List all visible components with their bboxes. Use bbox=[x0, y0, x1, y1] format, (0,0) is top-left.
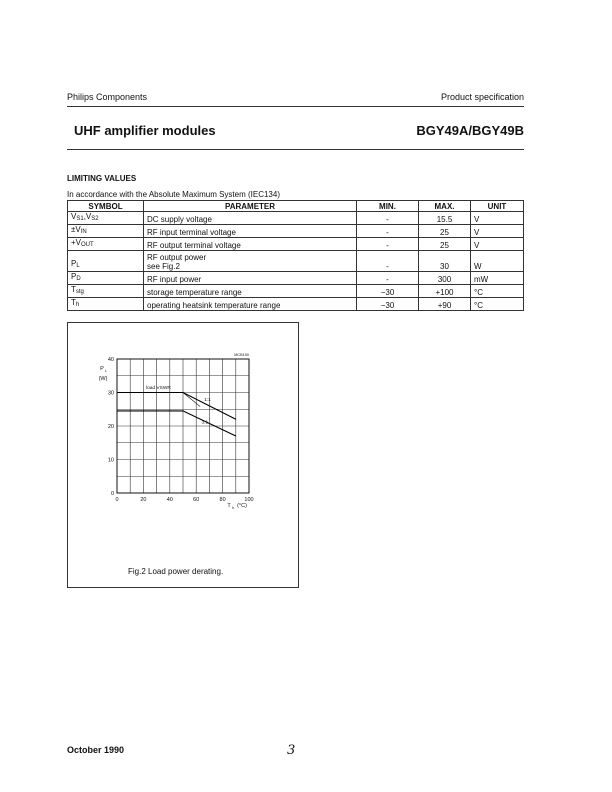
table-row bbox=[68, 272, 524, 285]
symbol-subscript: S2 bbox=[91, 216, 99, 222]
parameter-cell bbox=[144, 251, 357, 272]
load-power-derating-chart bbox=[68, 323, 298, 587]
parameter-cell bbox=[144, 212, 357, 225]
max-cell: 15.5 bbox=[419, 212, 471, 225]
section-description: In accordance with the Absolute Maximum System (IEC134) bbox=[67, 190, 280, 199]
figure-frame bbox=[67, 322, 299, 588]
x-axis-unit: (°C) bbox=[237, 503, 247, 509]
min-cell: −30 bbox=[357, 285, 419, 298]
parameter-text: DC supply voltage bbox=[147, 215, 212, 224]
x-tick-label: 60 bbox=[193, 497, 200, 503]
symbol-cell bbox=[68, 225, 144, 238]
symbol-text: ±V bbox=[71, 225, 81, 234]
parameter-cell bbox=[144, 272, 357, 285]
max-cell: 25 bbox=[419, 238, 471, 251]
max-cell: +100 bbox=[419, 285, 471, 298]
max-cell: 300 bbox=[419, 272, 471, 285]
series-line-2 bbox=[117, 411, 236, 436]
x-tick-label: 80 bbox=[219, 497, 226, 503]
unit-cell: V bbox=[471, 212, 524, 225]
x-axis-label: T bbox=[227, 503, 231, 509]
parameter-text: storage temperature range bbox=[147, 288, 242, 297]
table-row bbox=[68, 298, 524, 311]
x-axis-label-sub: h bbox=[232, 506, 234, 510]
figure-caption: Fig.2 Load power derating. bbox=[128, 567, 224, 576]
symbol-text: T bbox=[71, 285, 76, 294]
y-tick-label: 0 bbox=[110, 491, 114, 497]
table-header: MAX. bbox=[419, 201, 471, 212]
unit-cell: °C bbox=[471, 285, 524, 298]
symbol-cell bbox=[68, 212, 144, 225]
max-cell: 30 bbox=[419, 251, 471, 272]
symbol-cell bbox=[68, 238, 144, 251]
header-company: Philips Components bbox=[67, 92, 148, 102]
parameter-cell bbox=[144, 225, 357, 238]
header-rule bbox=[67, 106, 524, 107]
page-title: UHF amplifier modules bbox=[74, 123, 216, 138]
chart-code: MCB150 bbox=[234, 353, 249, 357]
max-cell: +90 bbox=[419, 298, 471, 311]
symbol-cell bbox=[68, 251, 144, 272]
unit-cell: mW bbox=[471, 272, 524, 285]
symbol-subscript: D bbox=[76, 276, 81, 282]
x-tick-label: 40 bbox=[166, 497, 173, 503]
table-row bbox=[68, 212, 524, 225]
symbol-subscript: S1 bbox=[76, 216, 84, 222]
part-number: BGY49A/BGY49B bbox=[416, 123, 524, 138]
header-doc-type: Product specification bbox=[440, 92, 524, 102]
unit-cell: V bbox=[471, 238, 524, 251]
parameter-text: RF output power bbox=[147, 253, 207, 262]
min-cell: - bbox=[357, 251, 419, 272]
unit-cell: V bbox=[471, 225, 524, 238]
table-header-row bbox=[68, 201, 524, 212]
symbol-subscript: L bbox=[76, 263, 80, 269]
y-axis-label-sub: L bbox=[105, 369, 107, 373]
symbol-text: +V bbox=[71, 238, 82, 247]
symbol-text: P bbox=[71, 259, 77, 268]
symbol-cell bbox=[68, 285, 144, 298]
parameter-text: RF input power bbox=[147, 275, 202, 284]
y-axis-unit: (W) bbox=[98, 376, 108, 382]
series-line-1 bbox=[117, 393, 236, 420]
series-label: 3:1 bbox=[201, 420, 209, 426]
symbol-subscript: stg bbox=[75, 289, 84, 295]
x-tick-label: 100 bbox=[244, 497, 254, 503]
page-number: 3 bbox=[287, 743, 296, 758]
symbol-text: ,V bbox=[83, 212, 92, 221]
table-row bbox=[68, 238, 524, 251]
symbol-cell bbox=[68, 298, 144, 311]
parameter-text: RF input terminal voltage bbox=[147, 228, 236, 237]
symbol-subscript: IN bbox=[80, 229, 87, 235]
symbol-text: V bbox=[71, 212, 77, 221]
parameter-cell bbox=[144, 238, 357, 251]
parameter-cell bbox=[144, 285, 357, 298]
footer-date: October 1990 bbox=[67, 745, 125, 755]
parameter-text: operating heatsink temperature range bbox=[147, 301, 281, 310]
table-header: UNIT bbox=[471, 201, 524, 212]
y-tick-label: 40 bbox=[107, 357, 114, 363]
y-tick-label: 20 bbox=[107, 424, 114, 430]
y-axis-label: P bbox=[100, 366, 104, 372]
symbol-cell bbox=[68, 272, 144, 285]
symbol-text: P bbox=[71, 272, 77, 281]
max-cell: 25 bbox=[419, 225, 471, 238]
parameter-cell bbox=[144, 298, 357, 311]
y-tick-label: 30 bbox=[107, 390, 114, 397]
y-tick-label: 10 bbox=[107, 457, 114, 464]
table-row bbox=[68, 285, 524, 298]
parameter-note: see Fig.2 bbox=[147, 262, 180, 271]
symbol-text: T bbox=[71, 298, 76, 307]
table-row bbox=[68, 225, 524, 238]
min-cell: - bbox=[357, 238, 419, 251]
unit-cell: W bbox=[471, 251, 524, 272]
min-cell: - bbox=[357, 225, 419, 238]
limiting-values-table bbox=[67, 200, 524, 311]
table-header: MIN. bbox=[357, 201, 419, 212]
x-tick-label: 20 bbox=[140, 497, 147, 503]
min-cell: - bbox=[357, 212, 419, 225]
table-header: SYMBOL bbox=[68, 201, 144, 212]
symbol-subscript: h bbox=[75, 302, 80, 308]
min-cell: - bbox=[357, 272, 419, 285]
x-tick-label: 0 bbox=[115, 497, 119, 503]
table-row bbox=[68, 251, 524, 272]
min-cell: −30 bbox=[357, 298, 419, 311]
table-header: PARAMETER bbox=[144, 201, 357, 212]
section-title: LIMITING VALUES bbox=[67, 174, 137, 183]
parameter-text: RF output terminal voltage bbox=[147, 241, 241, 250]
symbol-subscript: OUT bbox=[81, 242, 94, 248]
title-rule bbox=[67, 149, 524, 150]
unit-cell: °C bbox=[471, 298, 524, 311]
series-label: 1:1 bbox=[204, 397, 211, 403]
legend-title: load VSWR bbox=[146, 386, 171, 392]
